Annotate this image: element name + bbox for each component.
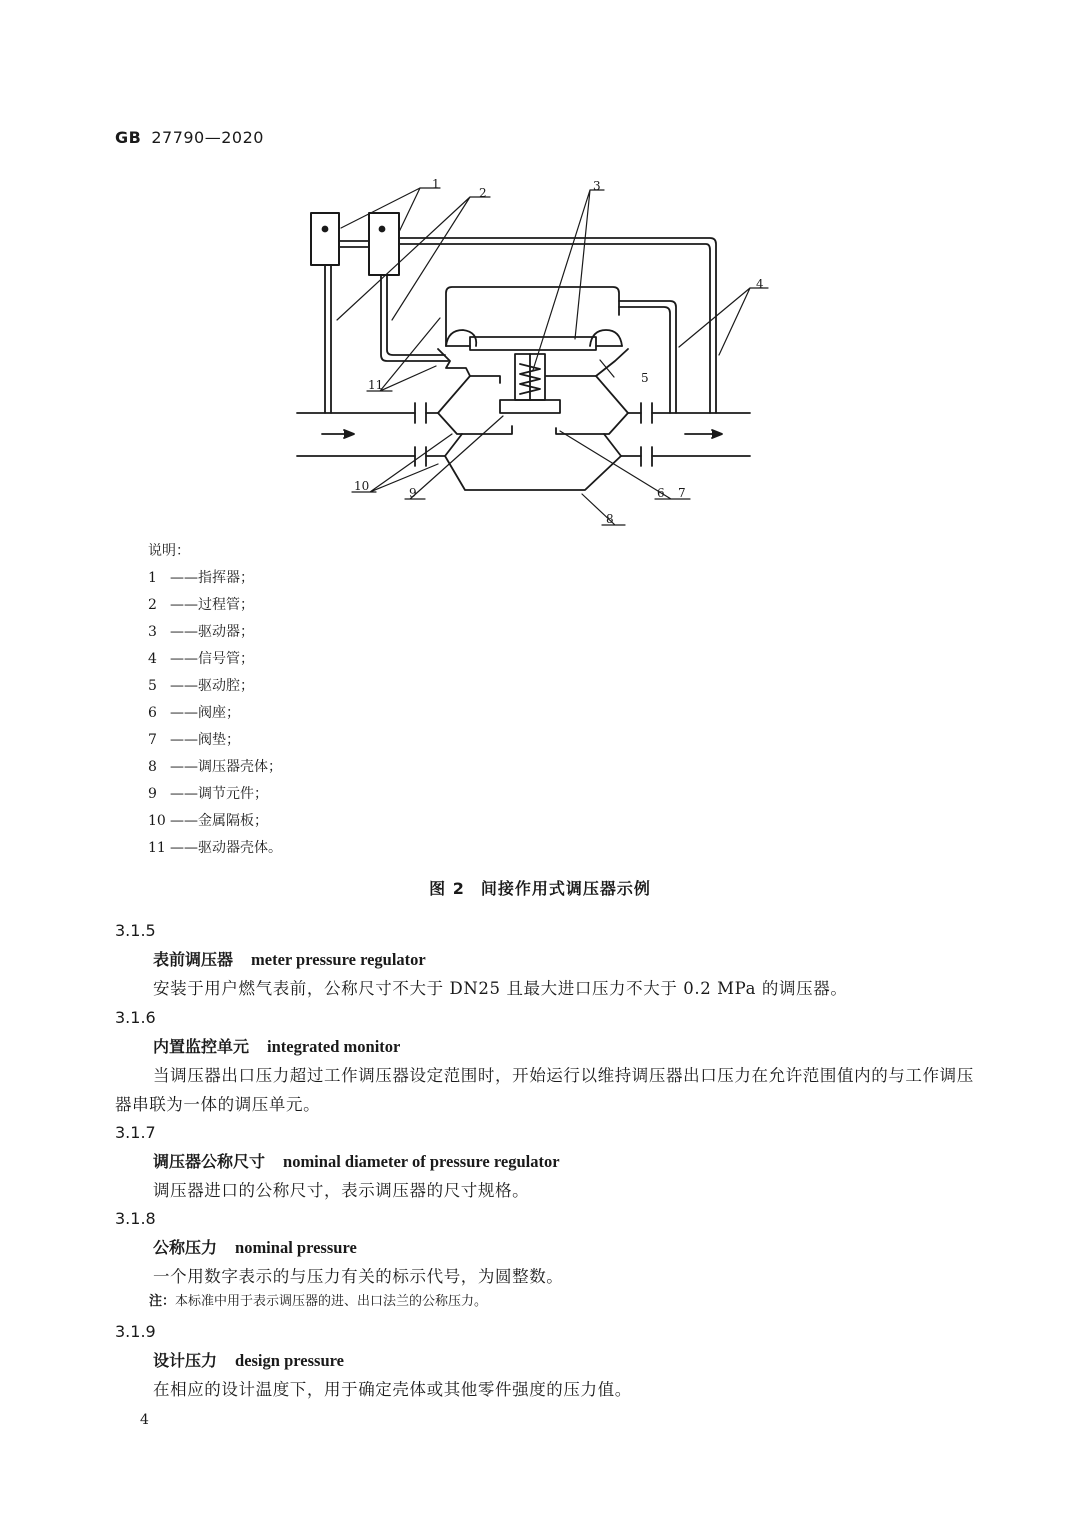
legend-text: 指挥器； bbox=[198, 570, 254, 586]
term-en: nominal pressure bbox=[235, 1238, 357, 1257]
label-7: 7 bbox=[678, 486, 686, 500]
label-10: 10 bbox=[354, 479, 370, 493]
label-3: 3 bbox=[593, 179, 601, 193]
legend-number: 2 bbox=[148, 597, 157, 613]
regulator-diagram bbox=[0, 170, 1080, 540]
legend-text: 调节元件； bbox=[198, 786, 268, 802]
clause-number: 3.1.6 bbox=[115, 1008, 156, 1027]
legend-dash: —— bbox=[170, 705, 198, 721]
clause-3-1-8 bbox=[115, 1204, 975, 1313]
legend-number: 8 bbox=[148, 759, 157, 775]
term bbox=[115, 945, 975, 974]
legend-item bbox=[148, 808, 282, 835]
term-en: meter pressure regulator bbox=[251, 950, 426, 969]
legend-item bbox=[148, 754, 282, 781]
definition: 安装于用户燃气表前，公称尺寸不大于 DN25 且最大进口压力不大于 0.2 MPa 的调压器。 bbox=[153, 979, 848, 998]
legend-number: 9 bbox=[148, 786, 157, 802]
legend-number: 7 bbox=[148, 732, 157, 748]
legend-dash: —— bbox=[170, 813, 198, 829]
term-en: nominal diameter of pressure regulator bbox=[283, 1152, 560, 1171]
legend-item bbox=[148, 673, 282, 700]
legend-item bbox=[148, 781, 282, 808]
label-5: 5 bbox=[641, 371, 649, 385]
legend-dash: —— bbox=[170, 840, 198, 856]
regulator-body bbox=[438, 413, 512, 434]
legend-dash: —— bbox=[170, 651, 198, 667]
legend-text: 调压器壳体； bbox=[198, 759, 282, 775]
term bbox=[115, 1346, 975, 1375]
standard-prefix: GB bbox=[115, 128, 142, 147]
label-11: 11 bbox=[368, 378, 384, 392]
legend-text: 阀座； bbox=[198, 705, 240, 721]
clause-number: 3.1.8 bbox=[115, 1209, 156, 1228]
legend-dash: —— bbox=[170, 759, 198, 775]
legend-dash: —— bbox=[170, 624, 198, 640]
term bbox=[115, 1032, 975, 1061]
clause-3-1-5 bbox=[115, 916, 975, 1003]
legend-text: 驱动器壳体。 bbox=[198, 840, 282, 856]
legend-text: 驱动腔； bbox=[198, 678, 254, 694]
label-9: 9 bbox=[409, 486, 417, 500]
legend-number: 4 bbox=[148, 651, 157, 667]
legend-item bbox=[148, 565, 282, 592]
term-zh: 公称压力 bbox=[153, 1238, 218, 1257]
legend-dash: —— bbox=[170, 597, 198, 613]
document-header bbox=[115, 128, 264, 147]
legend-item bbox=[148, 727, 282, 754]
clause-3-1-9 bbox=[115, 1317, 975, 1404]
legend-item bbox=[148, 592, 282, 619]
definition: 一个用数字表示的与压力有关的标示代号，为圆整数。 bbox=[153, 1267, 564, 1286]
legend-text: 信号管； bbox=[198, 651, 254, 667]
legend-number: 3 bbox=[148, 624, 157, 640]
clause-number: 3.1.9 bbox=[115, 1322, 156, 1341]
legend-dash: —— bbox=[170, 786, 198, 802]
legend-text: 驱动器； bbox=[198, 624, 254, 640]
term-en: design pressure bbox=[235, 1351, 344, 1370]
legend-number: 5 bbox=[148, 678, 157, 694]
definition: 调压器进口的公称尺寸，表示调压器的尺寸规格。 bbox=[153, 1181, 530, 1200]
figure-title: 间接作用式调压器示例 bbox=[480, 879, 651, 898]
legend-item bbox=[148, 619, 282, 646]
term-en: integrated monitor bbox=[267, 1037, 401, 1056]
legend-item bbox=[148, 835, 282, 862]
legend-number: 6 bbox=[148, 705, 157, 721]
legend-title: 说明： bbox=[148, 543, 190, 559]
legend-number: 11 bbox=[148, 840, 166, 856]
regulating-element bbox=[500, 400, 560, 413]
term-zh: 内置监控单元 bbox=[153, 1037, 250, 1056]
pilot-box-left bbox=[311, 213, 339, 265]
label-8: 8 bbox=[606, 512, 614, 526]
term-zh: 设计压力 bbox=[153, 1351, 218, 1370]
figure-number: 图 2 bbox=[429, 879, 465, 898]
definition: 在相应的设计温度下，用于确定壳体或其他零件强度的压力值。 bbox=[153, 1380, 632, 1399]
clause-number: 3.1.5 bbox=[115, 921, 156, 940]
clause-3-1-7 bbox=[115, 1118, 975, 1205]
clause-number: 3.1.7 bbox=[115, 1123, 156, 1142]
actuator-plate bbox=[470, 337, 596, 350]
legend-dash: —— bbox=[170, 678, 198, 694]
standard-number: 27790—2020 bbox=[151, 128, 264, 147]
definition: 当调压器出口压力超过工作调压器设定范围时，开始运行以维持调压器出口压力在允许范围值内的与工作调压器串联为一体的调压单元。 bbox=[115, 1066, 974, 1114]
legend-dash: —— bbox=[170, 570, 198, 586]
term-zh: 表前调压器 bbox=[153, 950, 234, 969]
note bbox=[115, 1291, 975, 1313]
legend-dash: —— bbox=[170, 732, 198, 748]
term bbox=[115, 1233, 975, 1262]
legend-number: 1 bbox=[148, 570, 157, 586]
label-2: 2 bbox=[479, 186, 487, 200]
note-label: 注： bbox=[149, 1294, 176, 1309]
clause-3-1-6 bbox=[115, 1003, 975, 1119]
legend-number: 10 bbox=[148, 813, 166, 829]
legend-text: 阀垫； bbox=[198, 732, 240, 748]
pilot-box-right bbox=[369, 213, 399, 275]
label-6: 6 bbox=[657, 486, 665, 500]
legend-item bbox=[148, 646, 282, 673]
term bbox=[115, 1147, 975, 1176]
figure-caption bbox=[0, 876, 1080, 899]
legend-item bbox=[148, 700, 282, 727]
figure-legend bbox=[148, 538, 282, 862]
spring bbox=[520, 354, 540, 400]
page-number: 4 bbox=[140, 1412, 149, 1428]
label-1: 1 bbox=[432, 177, 440, 191]
term-zh: 调压器公称尺寸 bbox=[153, 1152, 266, 1171]
legend-text: 金属隔板； bbox=[198, 813, 268, 829]
label-4: 4 bbox=[756, 277, 764, 291]
note-text: 本标准中用于表示调压器的进、出口法兰的公称压力。 bbox=[175, 1294, 488, 1309]
legend-text: 过程管； bbox=[198, 597, 254, 613]
